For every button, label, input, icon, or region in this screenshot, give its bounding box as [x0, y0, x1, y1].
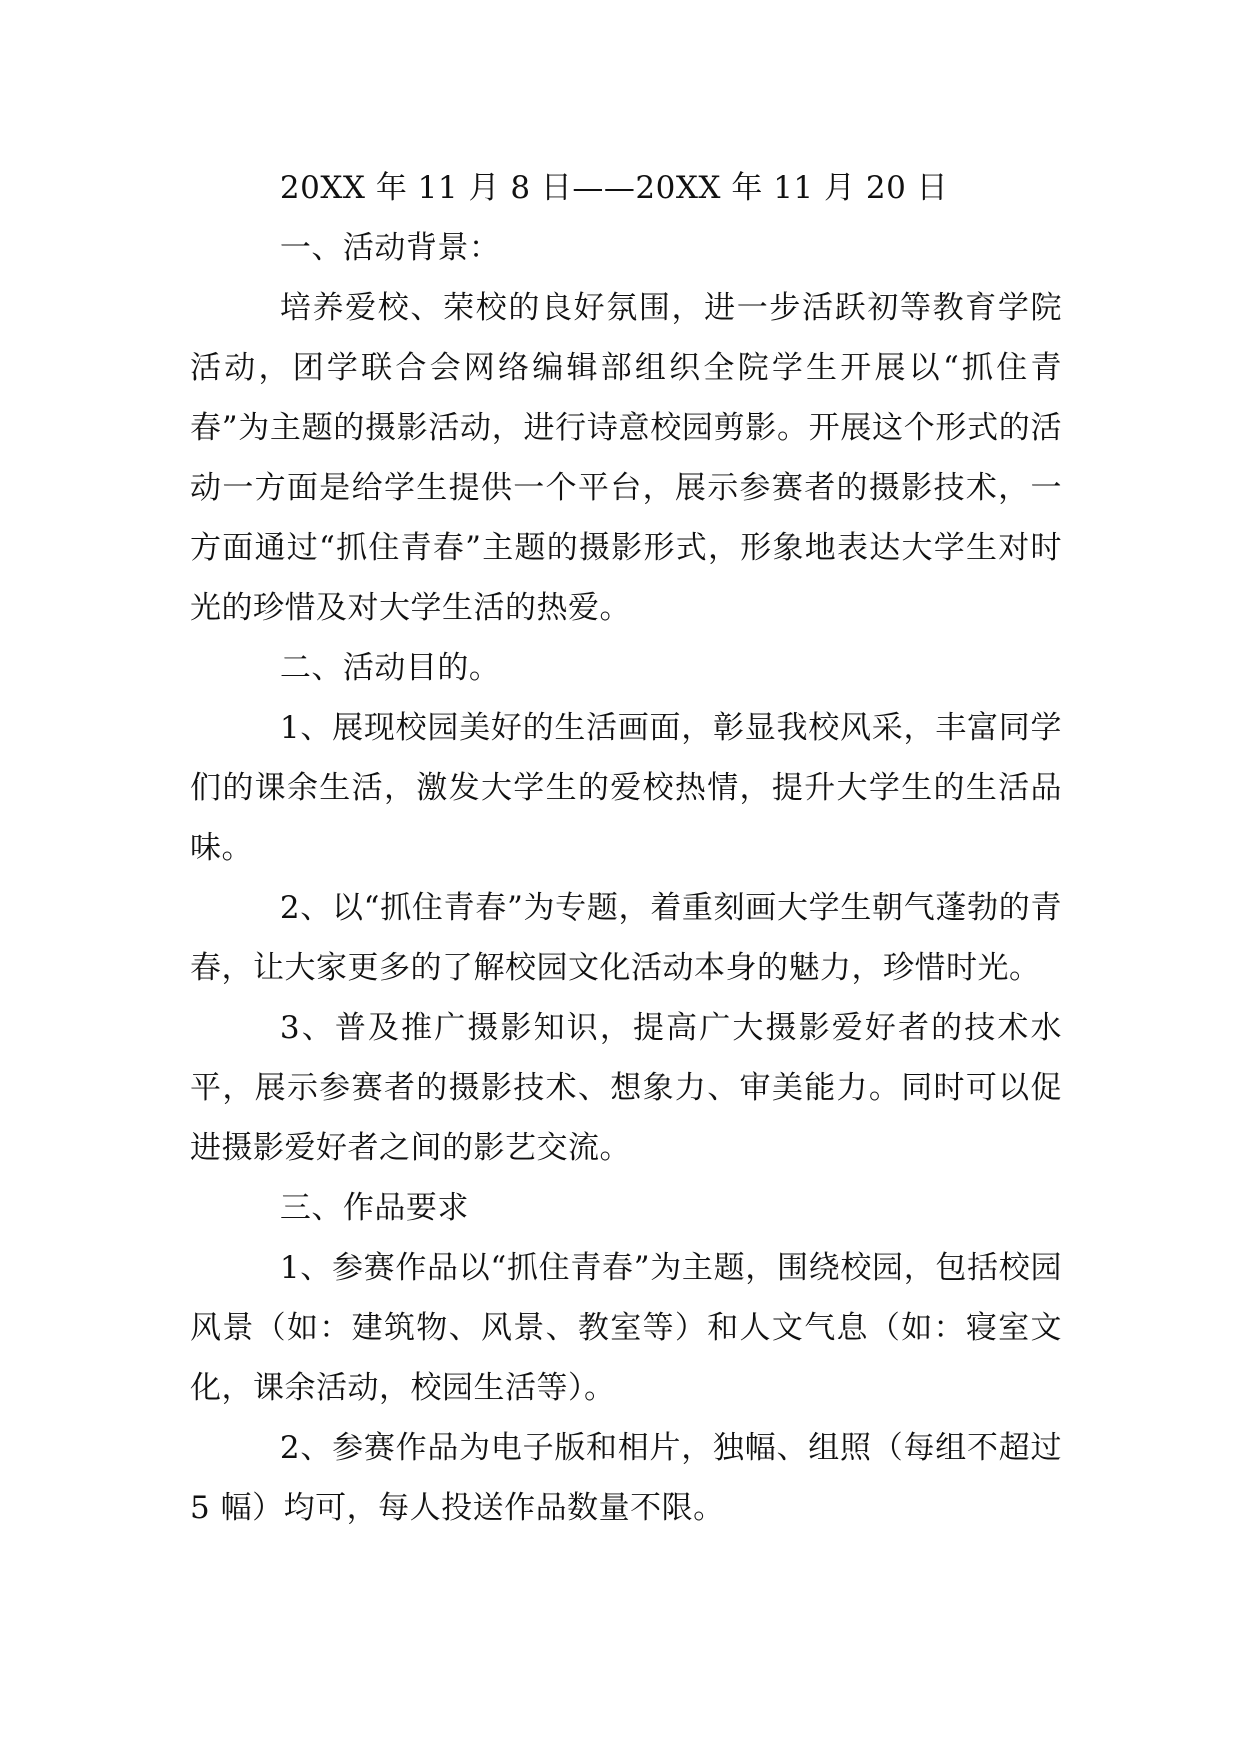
document-body	[190, 158, 1062, 1538]
section-3-heading: 三、作品要求	[279, 1190, 469, 1226]
section-3-item-1: 1、参赛作品以“抓住青春”为主题，围绕校园，包括校园风景（如：建筑物、风景、教室等）和人文气息（如：寝室文化，课余活动，校园生活等）。	[190, 1250, 1062, 1406]
date-range: 20XX 年 11 月 8 日——20XX 年 11 月 20 日	[279, 170, 949, 206]
section-2-item-1: 1、展现校园美好的生活画面，彰显我校风采，丰富同学们的课余生活，激发大学生的爱校热情，提升大学生的生活品味。	[190, 710, 1062, 866]
section-1-paragraph: 培养爱校、荣校的良好氛围，进一步活跃初等教育学院活动，团学联合会网络编辑部组织全院学生开展以“抓住青春”为主题的摄影活动，进行诗意校园剪影。开展这个形式的活动一方面是给学生提供一个平台，展示参赛者的摄影技术，一方面通过“抓住青春”主题的摄影形式，形象地表达大学生对时光的珍惜及对大学生活的热爱。	[190, 290, 1062, 626]
section-3-item-2: 2、参赛作品为电子版和相片，独幅、组照（每组不超过 5 幅）均可，每人投送作品数量不限。	[190, 1430, 1062, 1526]
section-1-heading: 一、活动背景：	[279, 230, 501, 266]
section-2-item-2: 2、以“抓住青春”为专题，着重刻画大学生朝气蓬勃的青春，让大家更多的了解校园文化活动本身的魅力，珍惜时光。	[190, 890, 1062, 986]
section-2-heading: 二、活动目的。	[279, 650, 501, 686]
section-2-item-3: 3、普及推广摄影知识，提高广大摄影爱好者的技术水平，展示参赛者的摄影技术、想象力、审美能力。同时可以促进摄影爱好者之间的影艺交流。	[190, 1010, 1062, 1166]
